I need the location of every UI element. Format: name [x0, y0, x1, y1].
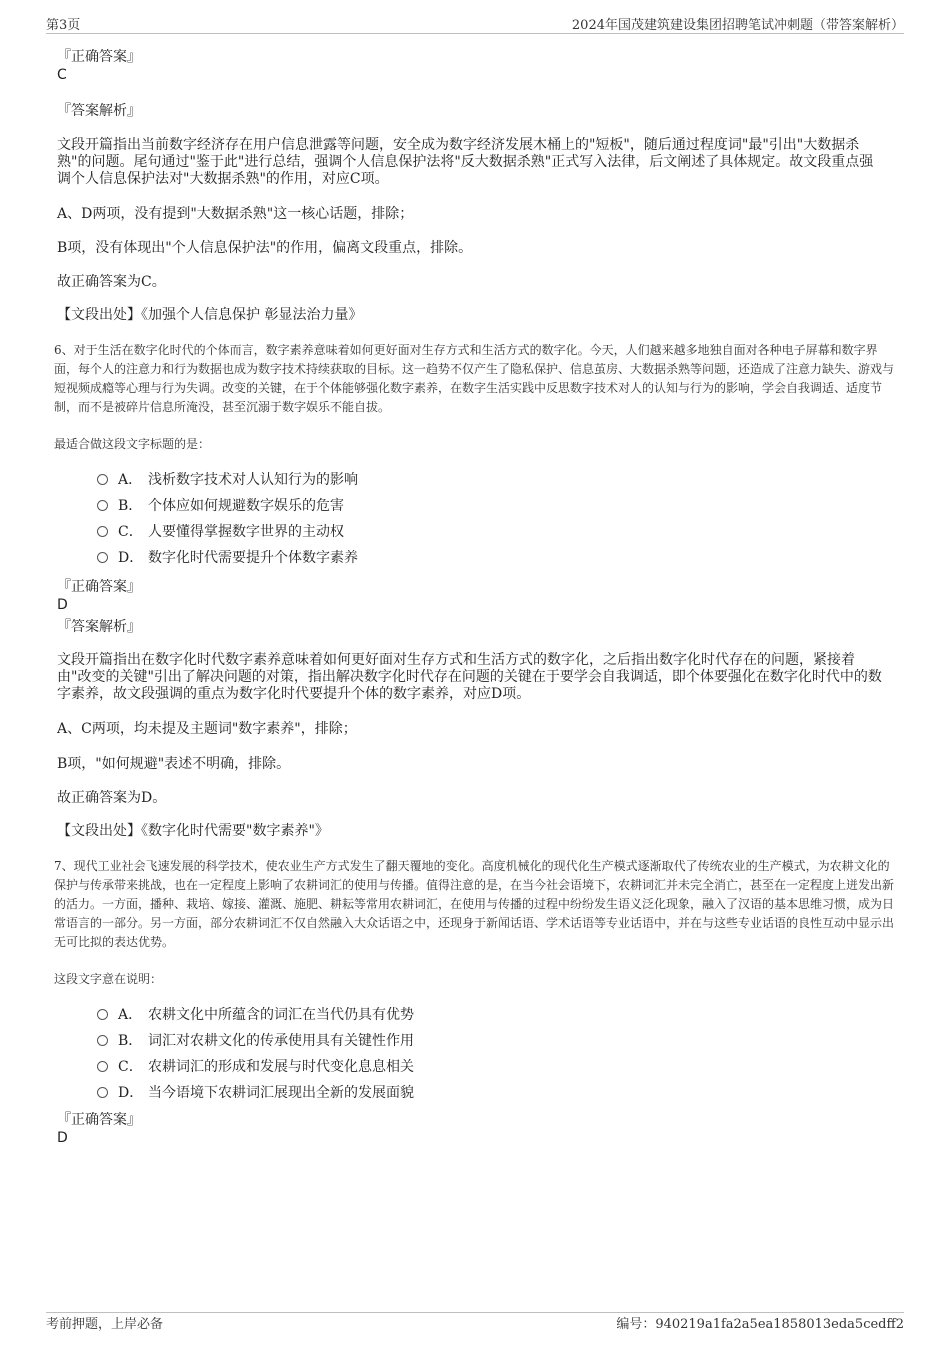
q6-option-d[interactable]: D． 数字化时代需要提升个体数字素养 [97, 549, 358, 567]
q6-analysis-label: 『答案解析』 [57, 619, 141, 635]
q5-answer: C [57, 67, 67, 83]
q7-option-d[interactable]: D． 当今语境下农耕词汇展现出全新的发展面貌 [97, 1084, 414, 1102]
page-number: 第3页 [46, 18, 81, 33]
radio-icon[interactable] [97, 474, 108, 485]
q6-analysis-paragraph: B项，"如何规避"表述不明确，排除。 [57, 756, 291, 772]
radio-icon[interactable] [97, 526, 108, 537]
q6-option-c[interactable]: C． 人要懂得掌握数字世界的主动权 [97, 523, 344, 541]
q7-option-a[interactable]: A． 农耕文化中所蕴含的词汇在当代仍具有优势 [97, 1006, 414, 1024]
q5-analysis-paragraph: 文段开篇指出当前数字经济存在用户信息泄露等问题，安全成为数字经济发展木桶上的"短板"，随后通过程度词"最"引出"大数据杀熟"的问题。尾句通过"鉴于此"进行总结，强调个人信息保护法将"反大数据杀熟"正式写入法律，后文阐述了具体规定。故文段重点强调个人信息保护法对"大数据杀熟"的作用，对应C项。 [57, 137, 874, 187]
q6-analysis-paragraph: 文段开篇指出在数字化时代数字素养意味着如何更好面对生存方式和生活方式的数字化，之后指出数字化时代存在的问题，紧接着由"改变的关键"引出了解决问题的对策，指出解决数字化时代存在问题的关键在于要学会自我调适，即个体要强化在数字化时代中的数字素养，故文段强调的重点为数字化时代要提升个体的数字素养，对应D项。 [57, 652, 882, 702]
q5-analysis-paragraph: B项，没有体现出"个人信息保护法"的作用，偏离文段重点，排除。 [57, 240, 473, 256]
q5-analysis-paragraph: A、D两项，没有提到"大数据杀熟"这一核心话题，排除； [57, 206, 414, 222]
q6-option-b[interactable]: B． 个体应如何规避数字娱乐的危害 [97, 497, 344, 515]
q5-answer-label: 『正确答案』 [57, 49, 141, 65]
radio-icon[interactable] [97, 500, 108, 511]
radio-icon[interactable] [97, 1061, 108, 1072]
q7-stem: 7、现代工业社会飞速发展的科学技术，使农业生产方式发生了翻天覆地的变化。高度机械化的现代化生产模式逐渐取代了传统农业的生产模式，为农耕文化的保护与传承带来挑战，也在一定程度上影响了农耕词汇的使用与传播。值得注意的是，在当今社会语境下，农耕词汇并未完全消亡，甚至在一定程度上迸发出新的活力。一方面，播种、栽培、嫁接、灌溉、施肥、耕耘等常用农耕词汇，在使用与传播的过程中纷纷发生语义泛化现象，融入了汉语的基本思维习惯，成为日常语言的一部分。另一方面，部分农耕词汇不仅自然融入大众话语之中，还现身于新闻话语、学术话语等专业话语中，并在与这些专业话语的良性互动中显示出无可比拟的表达优势。 [54, 859, 895, 949]
q6-option-a[interactable]: A． 浅析数字技术对人认知行为的影响 [97, 471, 358, 489]
q5-analysis-label: 『答案解析』 [57, 103, 141, 119]
q6-question: 最适合做这段文字标题的是： [54, 437, 211, 451]
radio-icon[interactable] [97, 1009, 108, 1020]
footer-slogan: 考前押题，上岸必备 [46, 1317, 164, 1332]
q6-source: 【文段出处】《数字化时代需要"数字素养"》 [57, 823, 329, 839]
q5-source: 【文段出处】《加强个人信息保护 彰显法治力量》 [57, 307, 363, 323]
radio-icon[interactable] [97, 552, 108, 563]
q6-analysis-paragraph: A、C两项，均未提及主题词"数字素养"，排除； [57, 721, 357, 737]
q5-analysis-paragraph: 故正确答案为C。 [57, 274, 166, 290]
q6-answer: D [57, 597, 68, 613]
radio-icon[interactable] [97, 1035, 108, 1046]
radio-icon[interactable] [97, 1087, 108, 1098]
q6-analysis-paragraph: 故正确答案为D。 [57, 790, 167, 806]
q7-option-b[interactable]: B． 词汇对农耕文化的传承使用具有关键性作用 [97, 1032, 414, 1050]
q7-answer: D [57, 1130, 68, 1146]
q7-option-c[interactable]: C． 农耕词汇的形成和发展与时代变化息息相关 [97, 1058, 414, 1076]
q7-question: 这段文字意在说明： [54, 972, 163, 986]
document-title: 2024年国茂建筑建设集团招聘笔试冲刺题（带答案解析） [571, 18, 904, 33]
q6-answer-label: 『正确答案』 [57, 579, 141, 595]
q6-stem: 6、对于生活在数字化时代的个体而言，数字素养意味着如何更好面对生存方式和生活方式的数字化。今天，人们越来越多地独自面对各种电子屏幕和数字界面，每个人的注意力和行为数据也成为数字技术持续获取的目标。这一趋势不仅产生了隐私保护、信息茧房、大数据杀熟等问题，还造成了注意力缺失、游戏与短视频成瘾等心理与行为失调。改变的关键，在于个体能够强化数字素养，在数字生活实践中反思数字技术对人的认知与行为的影响，学会自我调适、适度节制，而不是被碎片信息所淹没，甚至沉溺于数字娱乐不能自拔。 [54, 343, 895, 414]
header-divider [46, 33, 904, 34]
q7-answer-label: 『正确答案』 [57, 1112, 141, 1128]
document-code: 编号：940219a1fa2a5ea1858013eda5cedff2 [616, 1317, 904, 1332]
